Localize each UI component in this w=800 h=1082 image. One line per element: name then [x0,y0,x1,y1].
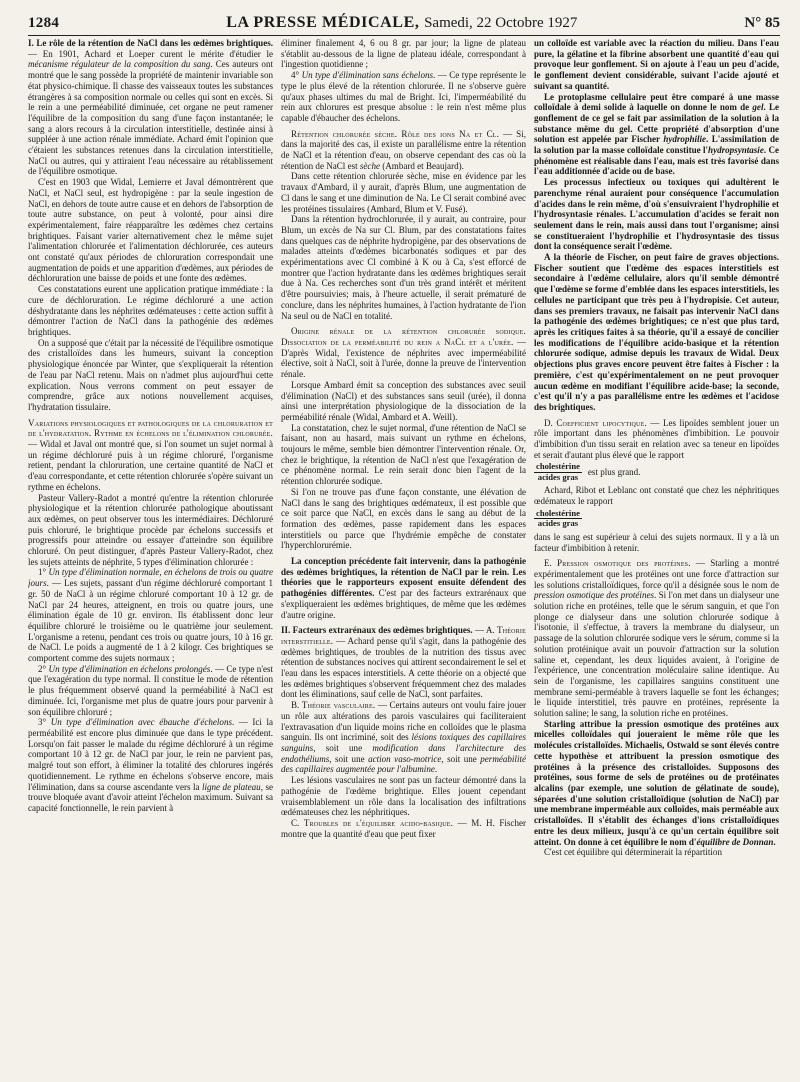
paragraph: Rétention chlorurée sèche. Rôle des ions Na et Cl. — Si, dans la majorité des cas, il existe un parallélisme entre la rétention de NaCl et la rétention d'eau, on observe cependant des cas où la rétention de NaCl est sèche (Ambard et Beaujard). [281,128,526,171]
page-number: 1284 [28,15,60,31]
paragraph: E. Pression osmotique des protéines. — Starling a montré expérimentalement que les protéines ont une force d'attraction sur les solutions cristalloïdiques, force qu'il a désignée sous le nom de pression osmotique des protéines. Si l'on met dans un dialyseur une solution riche en protéines, telle que le sérum sanguin, et que l'on plonge ce dialyseur dans une solution chlorurée sodique à l'isotonie, il s'effectue, à travers la membrane du dialyseur, un passage de la solution chlorurée sodique vers le sérum, comme si la solution protéinique avait un pouvoir d'attraction sur la solution saline et, cependant, les deux liquides avaient, à l'origine de l'expérience, une concentration moléculaire saline identique. Au sein de l'organisme, les capillaires sanguins constituent une membrane semi-perméable à travers laquelle se font les échanges; le liquide interstitiel, très pauvre en protéines, représente la solution saline; le sang, la solution riche en protéines. [534,558,779,719]
paragraph: C. Troubles de l'équilibre acido-basique. — M. H. Fischer montre que la quantité d'eau que peut fixer [281,817,526,839]
paragraph: Les processus infectieux ou toxiques qui adultèrent le parenchyme rénal auraient pour conséquence l'accumulation d'acides dans le rein même, d'où s'ensuivraient l'hydrophilie et l'hydrosyntasie rénales. L'accumulation d'acides se ferait non seulement dans le rein, mais aussi dans tout l'organisme; ainsi se constitueraient l'hydrophilie et l'hydrosyntasie des tissus dont la conséquence serait l'œdème. [534,177,779,252]
section-heading: II. Facteurs extrarénaux des œdèmes brightiques. [281,625,473,636]
paragraph: 1° Un type d'élimination normale, en échelons de trois ou quatre jours. — Les sujets, passant d'un régime déchloruré comportant 1 gr. 50 de NaCl à un régime chloruré comportant 10 à 12 gr. de NaCl par 24 heures, atteignent, en trois ou quatre jours, une élimination égale de 10 gr. environ. Ils établissent donc leur équilibre chloruré le troisième ou le quatrième jour seulement. L'organisme a retenu, pendant ces trois ou quatre jours, 10 à 16 gr. de NaCl. Le poids a augmenté de 1 à 2 kilogr. Ces brightiques se comportent comme des sujets normaux ; [28,567,273,664]
paragraph: I. Le rôle de la rétention de NaCl dans les œdèmes brightiques. — En 1901, Achard et Loeper curent le mérite d'étudier le mécanisme régulateur de la composition du sang. Ces auteurs ont montré que le sang possède la propriété de maintenir invariable son état physico-chimique. Il chasse des vaisseaux toutes les substances étrangères à sa composition normale ou celles qui sont en excès. Si le rein a une perméabilité diminuée, cet organe ne peut ramener l'équilibre de la composition du sang d'une façon instantanée; le sang a alors recours à la circulation interstitielle, destinée ainsi à suppléer à une action rénale immédiate. Achard émit l'opinion que c'étaient les substances retenues dans la circulation interstitielle, NaCl ou autres, qui y attiraient l'eau nécessaire au rétablissement de l'équilibre osmotique. [28,38,273,177]
paragraph: Starling attribue la pression osmotique des protéines aux micelles colloïdales qui joueraient le même rôle que les molécules cristalloïdes. Michaelis, Ostwald se sont élevés contre cette hypothèse et attribuent la pression osmotique des protéines à la présence des cristalloïdes. Supposons des protéines, sous forme de sels de protéines ou de protéinates alcalins (par exemple, une solution de gélatinate de soude), séparées d'une solution cristalloïdique (solution de NaCl) par une membrane imperméable aux colloïdes, mais perméable aux cristalloïdes. Il s'établit des échanges d'ions cristalloïdiques entre les deux milieux, jusqu'à ce qu'un certain équilibre soit atteint. On donne à cet équilibre le nom d'équilibre de Donnan. [534,718,779,847]
column-3 [534,38,779,1074]
paragraph: La conception précédente fait intervenir, dans la pathogénie des œdèmes brightiques, la rétention de NaCl par le rein. Les théories que le rapporteurs exposent ensuite défendent des pathogénies différentes. C'est par des facteurs extrarénaux que s'expliqueraient les œdèmes brightiques, de même que les œdèmes d'autre origine. [281,556,526,620]
paragraph: C'est cet équilibre qui déterminerait la répartition [544,847,722,858]
paragraph: Le protoplasme cellulaire peut être comparé à une masse colloïdale à demi solide à laquelle on donne le nom de gel. Le gonflement de ce gel se fait par assimilation de la solution à la substance même du gel. Cette propriété d'absorption d'une solution est appelée par Fischer hydrophilie. L'assimilation de la solution par la masse colloïdale constitue l'hydropsyntasie. Ce phénomène est réalisable dans l'eau, mais est très favorisé dans l'eau additionnée d'acide ou de base. [534,91,779,177]
paragraph: 4° Un type d'élimination sans échelons. — Ce type représente le type le plus élevé de la rétention chlorurée. Il ne s'observe guère qu'aux phases ultimes du mal de Bright. Ici, l'imperméabilité du rein aux chlorures est presque absolue : le rein n'est même plus capable d'ébaucher des échelons. [281,70,526,123]
subsection-heading: Variations physiologiques et pathologiques de la chloruration et de l'hydratation. Rythme en échelons de l'élimination chlorurée. [28,417,273,439]
journal-title [226,14,577,32]
fraction: $\frac{\text{cholestérine}}{\text{acides gras}}$ [536,507,580,529]
paragraph: dans le sang est supérieur à celui des sujets normaux. Il y a là un facteur d'imbibition à retenir. [534,531,779,553]
paragraph: D. Coefficient lipocytique. — Les lipoïdes semblent jouer un rôle important dans les phénomènes d'imbibition. Le pouvoir d'imbibition d'un tissu serait en relation avec sa teneur en lipoïdes et serait d'autant plus élevé que le rapport [534,417,779,460]
paragraph: Origine rénale de la rétention chlorurée sodique. Dissociation de la perméabilité du rein a NaCl et a l'urée. — D'après Widal, l'existence de néphrites avec imperméabilité élective, soit à NaCl, soit à l'urée, donne la preuve de l'intervention rénale. [281,326,526,380]
paragraph: Variations physiologiques et pathologiques de la chloruration et de l'hydratation. Rythme en échelons de l'élimination chlorurée. — Widal et Javal ont montré que, si l'on soumet un sujet normal à un régime déchloruré puis à un régime chloruré, l'organisme retient, pendant la chloruration, une certaine quantité de NaCl et d'eau correspondante, et cette rétention chlorurée s'opère suivant un rythme en échelons. [28,417,273,492]
paragraph: Pasteur Vallery-Radot a montré qu'entre la rétention chlorurée physiologique et la rétention chlorurée pathologique aboutissant aux œdèmes, on peut observer tous les intermédiaires. Déchloruré puis chloruré, le brightique procède par échelons successifs et progressifs pour atteindre ou essayer d'atteindre son équilibre chloruré. On peut distinguer, d'après Pasteur Vallery-Radot, chez les sujets atteints de néphrite, 5 types d'élimination chlorurée : [28,492,273,567]
paragraph: un colloïde est variable avec la réaction du milieu. Dans l'eau pure, la gélatine et la fibrine absorbent une quantité d'eau qui provoque leur gonflement. Si on ajoute à l'eau un peu d'acide, le gonflement devient considérable, suivant l'acide ajouté et suivant sa quantité. [534,38,779,91]
paragraph: On a supposé que c'était par la nécessité de l'équilibre osmotique des cristalloïdes dans les humeurs, suivant la conception physiologique énoncée par Winter, que s'expliquerait la rétention de l'eau par NaCl retenu. Mais on n'admet plus aujourd'hui cette explication. Nous verrons comment on peut essayer de comprendre, grâce aux notions nouvellement acquises, l'hydratation tissulaire. [28,337,273,412]
paragraph: éliminer finalement 4, 6 ou 8 gr. par jour; la ligne de plateau s'établit au-dessous de la ligne de plateau idéale, correspondant à l'ingestion quotidienne ; [281,38,526,70]
paragraph: 2° Un type d'élimination en échelons prolongés. — Ce type n'est que l'exagération du type normal. Il constitue le mode de rétention le plus fréquemment observé quand la perméabilité à NaCl est diminuée. Ici, l'organisme met plus de quatre jours pour parvenir à son équilibre chloruré ; [28,663,273,717]
fraction: $\frac{\text{cholestérine}}{\text{acides gras}}$ [536,461,580,482]
article-body [28,38,780,1074]
paragraph: 3° Un type d'élimination avec ébauche d'échelons. — Ici la perméabilité est encore plus diminuée que dans le type précédent. Lorsqu'on fait passer le malade du régime déchloruré à un régime comportant 10 à 12 gr. de NaCl par jour, le rein ne parvient pas, malgré tout son effort, à éliminer la totalité des chlorures ingérés quotidiennement. Le rythme en échelons s'observe encore, mais l'élimination, dans sa course ascendante vers la ligne de plateau, se trouve bloquée avant d'avoir atteint l'échelon maximum. Suivant sa capacité fonctionnelle, le rein parvient à [28,717,273,813]
journal-name: LA PRESSE MÉDICALE, [226,14,420,31]
paragraph: II. Facteurs extrarénaux des œdèmes brightiques. — A. Théorie interstitielle. — Achard pense qu'il s'agit, dans la pathogénie des œdèmes brightiques, de troubles de la nutrition des tissus avec rétention de substances nocives qui attirent secondairement le sel et l'eau dans les espaces interstitiels. A cette théorie on a objecté que les œdèmes brightiques s'observent fréquemment chez des malades dont les éliminations, sauf celle de NaCl, sont parfaites. [281,625,526,700]
subsection-heading: Origine rénale de la rétention chlorurée sodique. Dissociation de la perméabilité du rein a NaCl et a l'urée. [281,326,526,347]
paragraph: Achard, Ribot et Leblanc ont constaté que chez les néphritiques œdémateux le rapport [534,485,779,507]
ratio-formula: $\frac{\text{cholestérine}}{\text{acides gras}}$ est plus grand. [536,461,641,482]
subsection-heading: Rétention chlorurée sèche. Rôle des ions Na et Cl. [291,128,500,139]
paragraph: Les lésions vasculaires ne sont pas un facteur démontré dans la pathogénie de l'œdème brightique. Elles jouent cependant vraisemblablement un rôle dans la localisation des infiltrations œdémateuses chez les néphritiques. [281,775,526,818]
paragraph: Lorsque Ambard émit sa conception des substances avec seuil d'élimination (NaCl) et des substances sans seuil (urée), il donna ainsi une interprétation physiologique de la dissociation de la perméabilité rénale (Widal, Ambard et A. Weill). [281,379,526,422]
paragraph: Dans cette rétention chlorurée sèche, mise en évidence par les travaux d'Ambard, il y aurait, d'après Blum, une augmentation de Cl dans le sang et une diminution de Na. Le Cl serait combiné avec les protéines tissulaires (Ambard, Blum et V. Fusé). [281,171,526,214]
page-header [28,10,780,36]
section-heading: I. Le rôle de la rétention de NaCl dans les œdèmes brightiques. [28,38,273,48]
issue-date: Samedi, 22 Octobre 1927 [424,15,578,31]
paragraph: Si l'on ne trouve pas d'une façon constante, une élévation de NaCl dans le sang des brightiques œdémateux, il est possible que ce soit parce que NaCl, en excès dans le sang au début de la formation des œdèmes, passe rapidement dans les espaces interstitiels ou parce que l'hydrémie empêche de constater l'hyperchlorurémie. [281,486,526,551]
column-1 [28,38,273,1074]
paragraph: Dans la rétention hydrochlorurée, il y aurait, au contraire, pour Blum, un excès de Na sur Cl. Blum, par des constatations faites dans quelques cas de néphrite hydropigène, par des observations de malades atteints d'œdèmes bicarbonatés sodiques et par des expérimentations avec Cl combiné à K ou à Ca, s'est efforcé de montrer que l'action hydratante dans les œdèmes brightiques serait due à Na. Ces recherches sont d'un très grand intérêt et méritent d'être poursuivies; mais, à l'heure actuelle, il serait prématuré de conclure, dans les néphrites humaines, à l'action hydratante de l'ion Na seul ou de NaCl en totalité. [281,214,526,321]
paragraph: A la théorie de Fischer, on peut faire de graves objections. Fischer soutient que l'œdème des espaces interstitiels est secondaire à l'œdème cellulaire, alors qu'il semble démontré que l'œdème se forme d'emblée dans les espaces interstitiels, les cellules ne participant que très peu à l'hydropisie. Cet auteur, dans ses premiers travaux, ne faisait pas intervenir NaCl dans la pathogénie des œdèmes brightiques; ce n'est que plus tard, après les critiques faites à sa théorie, qu'il a essayé de concilier les modifications de l'équilibre acido-basique et la rétention chlorurée sodique, admise depuis les travaux de Widal. Deux objections plus graves encore peuvent être faites à Fischer : la première, c'est qu'expérimentalement on ne peut provoquer aucun œdème en modifiant l'équilibre acide-base; la seconde, c'est qu'il n'y a pas parallélisme entre les œdèmes et l'acidose des brightiques. [534,252,779,412]
paragraph: Ces constatations eurent une application pratique immédiate : la cure de déchloruration. Le régime déchloruré a une action déshydratante dans les néphrites œdémateuses : cette action suffit à démontrer l'action de NaCl dans la pathogénie des œdèmes brightiques. [28,284,273,337]
ratio-formula [534,509,779,529]
paragraph: B. Théorie vasculaire. — Certains auteurs ont voulu faire jouer un rôle aux altérations des parois vasculaires qui faciliteraient l'extravasation d'un liquide moins riche en colloïdes que le plasma sanguin. Ils ont incriminé, soit des lésions toxiques des capillaires sanguins, soit une modification dans l'architecture des endothéliums, soit une action vaso-motrice, soit une perméabilité des capillaires augmentée pour l'albumine. [281,700,526,775]
paragraph: C'est en 1903 que Widal, Lemierre et Javal démontrèrent que NaCl, et NaCl seul, est hydropigène : par la seule ingestion de NaCl, en dehors de toute autre cause et en dehors de l'absorption de toute autre substance, on peut à volonté, pour ainsi dire expérimentalement, faire réapparaître les œdèmes chez certains brightiques. Faisant varier alternativement chez le même sujet l'alimentation chlorurée et l'alimentation déchlorurée, ces auteurs ont constaté qu'aux périodes de chloruration correspondait une augmentation de poids et une apparition d'œdèmes, aux périodes de déchloruration une baisse de poids et une fonte des œdèmes. [28,177,273,284]
column-2 [281,38,526,1074]
paragraph: La constatation, chez le sujet normal, d'une rétention de NaCl se faisant, non au hasard, mais suivant un rythme en échelons, toujours le même, semble bien démontrer l'intervention rénale. Or, chez le brightique, la rétention de NaCl n'est que l'exagération de ce phénomène normal. Le rein serait donc bien l'agent de la rétention chlorurée sodique. [281,422,526,487]
issue-number: N° 85 [744,15,780,31]
